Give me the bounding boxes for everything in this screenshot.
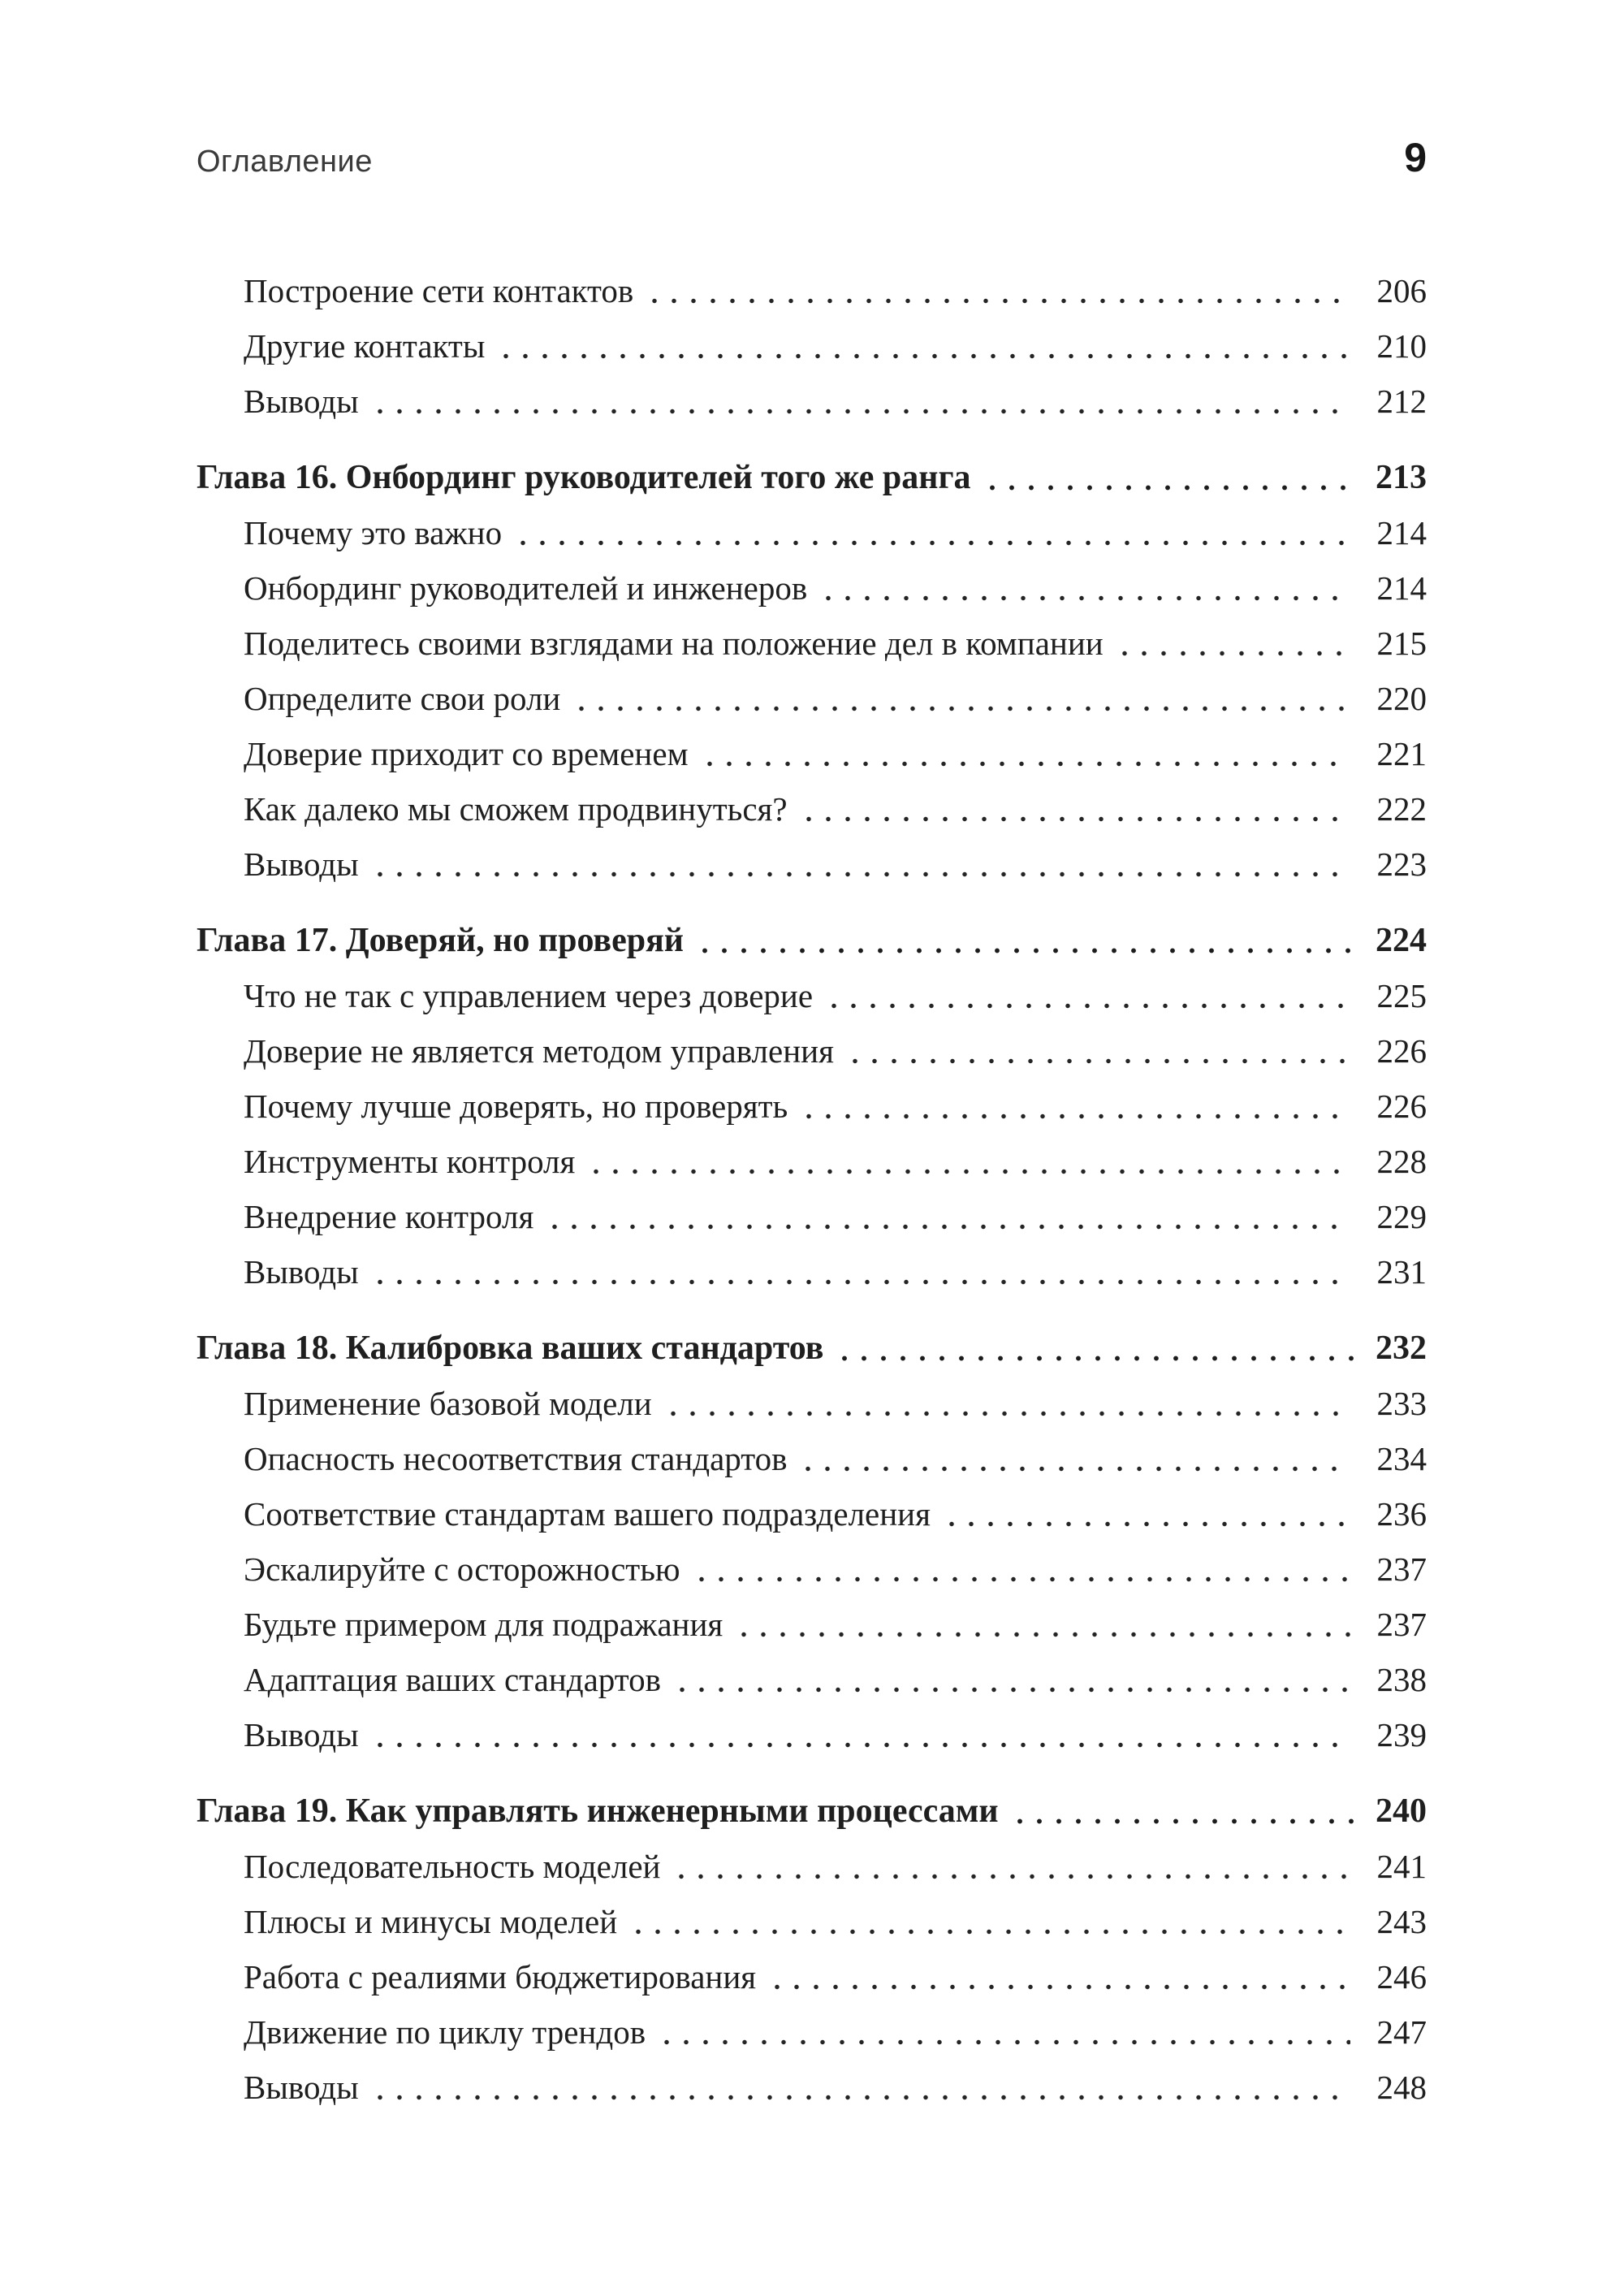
- toc-entry-label: Адаптация ваших стандартов: [244, 1661, 661, 1698]
- toc-entry-label: Эскалируйте с осторожностью: [244, 1550, 680, 1588]
- dot-leader: [692, 913, 1360, 968]
- dot-leader: [542, 1189, 1350, 1244]
- toc-entry: [197, 1134, 1427, 1189]
- toc-entry-label: Поделитесь своими взглядами на положение дел в компании: [244, 625, 1104, 662]
- toc-entry-page: 241: [1376, 1848, 1427, 1885]
- toc-entry: [197, 726, 1427, 781]
- toc-entry-page: 246: [1376, 1958, 1427, 1995]
- toc-entry-label: Другие контакты: [244, 327, 486, 365]
- dot-leader: [764, 1949, 1350, 2004]
- dot-leader: [367, 1707, 1350, 1762]
- toc-entry-label: Как далеко мы сможем продвинуться?: [244, 790, 788, 828]
- toc-entry: [197, 1597, 1427, 1652]
- dot-leader: [654, 2004, 1350, 2060]
- toc-entry: [197, 505, 1427, 560]
- toc-entry: [197, 837, 1427, 892]
- dot-leader: [979, 450, 1360, 505]
- toc-entry-page: 210: [1376, 327, 1427, 365]
- toc-entry: [197, 1949, 1427, 2004]
- toc-entry-label: Почему это важно: [244, 514, 503, 551]
- toc-entry-page: 238: [1376, 1661, 1427, 1698]
- toc-chapter: [197, 913, 1427, 968]
- dot-leader: [842, 1023, 1350, 1079]
- toc-entry-label: Движение по циклу трендов: [244, 2013, 646, 2051]
- toc-entry: [197, 263, 1427, 318]
- dot-leader: [367, 837, 1350, 892]
- toc-entry: [197, 1431, 1427, 1486]
- toc-entry: [197, 1189, 1427, 1244]
- dot-leader: [668, 1839, 1350, 1894]
- dot-leader: [731, 1597, 1350, 1652]
- toc-entry-page: 220: [1376, 680, 1427, 717]
- toc-entry-page: 214: [1376, 514, 1427, 551]
- toc-chapter-label: Глава 19. Как управлять инженерными процессами: [197, 1792, 999, 1830]
- toc-entry-label: Выводы: [244, 1253, 359, 1291]
- dot-leader: [815, 560, 1350, 616]
- toc-entry-page: 228: [1376, 1143, 1427, 1180]
- dot-leader: [831, 1321, 1360, 1376]
- toc-entry-label: Выводы: [244, 383, 359, 420]
- dot-leader: [625, 1894, 1350, 1949]
- toc-entry: [197, 1376, 1427, 1431]
- toc-chapter-page: 232: [1376, 1330, 1427, 1367]
- toc-entry-page: 215: [1376, 625, 1427, 662]
- toc-entry: [197, 318, 1427, 374]
- toc-entry-label: Выводы: [244, 2069, 359, 2106]
- toc-entry-page: 239: [1376, 1716, 1427, 1753]
- toc-entry-page: 243: [1376, 1903, 1427, 1940]
- toc-chapter-label: Глава 16. Онбординг руководителей того же ранга: [197, 459, 971, 496]
- toc-chapter-page: 224: [1376, 922, 1427, 959]
- toc-entry-label: Построение сети контактов: [244, 272, 634, 309]
- toc-chapter-label: Глава 17. Доверяй, но проверяй: [197, 922, 684, 959]
- toc-entry: [197, 1839, 1427, 1894]
- toc-entry-label: Будьте примером для подражания: [244, 1606, 723, 1643]
- toc-entry: [197, 781, 1427, 837]
- dot-leader: [697, 726, 1350, 781]
- toc-entry: [197, 1023, 1427, 1079]
- toc-chapter: [197, 1784, 1427, 1839]
- toc-entry-page: 236: [1376, 1495, 1427, 1533]
- toc-entry: [197, 374, 1427, 429]
- dot-leader: [367, 374, 1350, 429]
- toc-entry: [197, 1486, 1427, 1541]
- toc-entry-page: 212: [1376, 383, 1427, 420]
- toc-entry-page: 214: [1376, 569, 1427, 607]
- dot-leader: [493, 318, 1350, 374]
- toc-entry-page: 229: [1376, 1198, 1427, 1235]
- dot-leader: [821, 968, 1350, 1023]
- dot-leader: [1007, 1784, 1360, 1839]
- toc-entry-page: 247: [1376, 2013, 1427, 2051]
- folio-page-number: 9: [1404, 135, 1427, 180]
- dot-leader: [689, 1541, 1350, 1597]
- toc-entry-label: Что не так с управлением через доверие: [244, 977, 814, 1014]
- toc-entry-page: 237: [1376, 1550, 1427, 1588]
- toc-entry-label: Плюсы и минусы моделей: [244, 1903, 618, 1940]
- toc-chapter: [197, 450, 1427, 505]
- running-header: [197, 136, 1427, 179]
- dot-leader: [367, 1244, 1350, 1299]
- toc-entry-page: 234: [1376, 1440, 1427, 1477]
- dot-leader: [367, 2060, 1350, 2115]
- toc-entry-page: 225: [1376, 977, 1427, 1014]
- dot-leader: [796, 781, 1350, 837]
- toc-entry-page: 223: [1376, 845, 1427, 883]
- toc-entry-page: 221: [1376, 735, 1427, 772]
- toc-chapter-page: 213: [1376, 459, 1427, 496]
- dot-leader: [568, 671, 1350, 726]
- toc-entry: [197, 968, 1427, 1023]
- dot-leader: [796, 1079, 1350, 1134]
- dot-leader: [660, 1376, 1350, 1431]
- toc-entry-page: 226: [1376, 1087, 1427, 1125]
- toc-entry-label: Выводы: [244, 1716, 359, 1753]
- toc-entry: [197, 1652, 1427, 1707]
- dot-leader: [510, 505, 1350, 560]
- toc-entry: [197, 560, 1427, 616]
- dot-leader: [939, 1486, 1350, 1541]
- toc-entry: [197, 1707, 1427, 1762]
- toc-entry-page: 248: [1376, 2069, 1427, 2106]
- dot-leader: [641, 263, 1350, 318]
- toc-entry: [197, 1244, 1427, 1299]
- toc-list: [197, 263, 1427, 2115]
- toc-entry-label: Внедрение контроля: [244, 1198, 534, 1235]
- dot-leader: [669, 1652, 1350, 1707]
- toc-entry: [197, 2060, 1427, 2115]
- toc-entry: [197, 671, 1427, 726]
- toc-entry-page: 237: [1376, 1606, 1427, 1643]
- toc-entry-page: 231: [1376, 1253, 1427, 1291]
- toc-chapter-label: Глава 18. Калибровка ваших стандартов: [197, 1330, 824, 1367]
- toc-entry-page: 206: [1376, 272, 1427, 309]
- toc-entry-label: Применение базовой модели: [244, 1385, 652, 1422]
- toc-entry-label: Почему лучше доверять, но проверять: [244, 1087, 788, 1125]
- toc-entry-label: Выводы: [244, 845, 359, 883]
- toc-entry: [197, 2004, 1427, 2060]
- dot-leader: [583, 1134, 1350, 1189]
- toc-entry-label: Последовательность моделей: [244, 1848, 661, 1885]
- dot-leader: [1112, 616, 1350, 671]
- toc-entry: [197, 616, 1427, 671]
- toc-entry-label: Доверие не является методом управления: [244, 1032, 834, 1070]
- dot-leader: [795, 1431, 1350, 1486]
- toc-entry-page: 222: [1376, 790, 1427, 828]
- toc-chapter-page: 240: [1376, 1792, 1427, 1830]
- toc-entry: [197, 1894, 1427, 1949]
- toc-entry-page: 226: [1376, 1032, 1427, 1070]
- toc-entry-label: Работа с реалиями бюджетирования: [244, 1958, 757, 1995]
- page-title: Оглавление: [197, 145, 373, 179]
- toc-entry: [197, 1541, 1427, 1597]
- toc-entry-label: Опасность несоответствия стандартов: [244, 1440, 788, 1477]
- toc-entry-label: Определите свои роли: [244, 680, 561, 717]
- toc-entry-page: 233: [1376, 1385, 1427, 1422]
- toc-entry-label: Доверие приходит со временем: [244, 735, 689, 772]
- toc-chapter: [197, 1321, 1427, 1376]
- toc-entry-label: Соответствие стандартам вашего подразделения: [244, 1495, 931, 1533]
- toc-entry-label: Онбординг руководителей и инженеров: [244, 569, 808, 607]
- toc-entry: [197, 1079, 1427, 1134]
- toc-entry-label: Инструменты контроля: [244, 1143, 576, 1180]
